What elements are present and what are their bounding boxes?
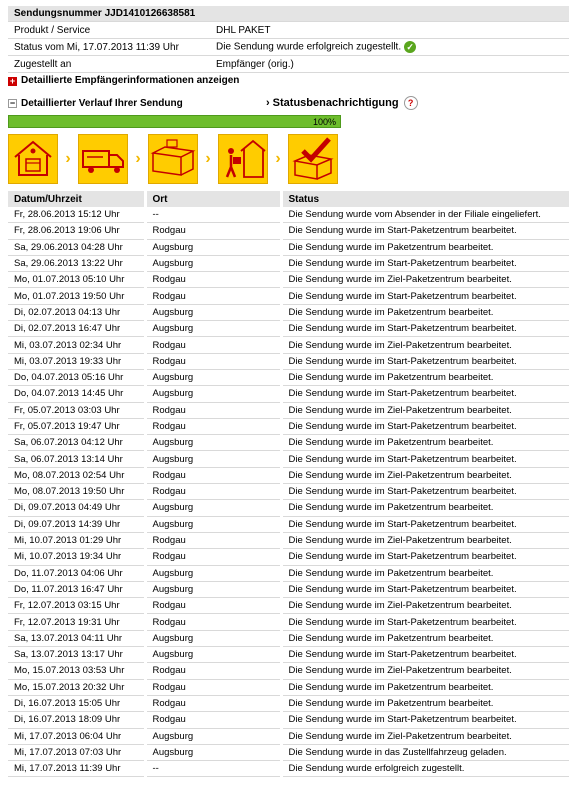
row-status: Die Sendung wurde im Start-Paketzentrum bearbeitet.: [281, 647, 569, 663]
row-place: Augsburg: [145, 744, 281, 760]
row-status: Die Sendung wurde erfolgreich zugestellt.: [281, 761, 569, 777]
row-place: Rodgau: [145, 353, 281, 369]
table-row: [8, 532, 569, 548]
table-row: [8, 207, 569, 223]
row-place: Augsburg: [145, 255, 281, 271]
row-place: Augsburg: [145, 728, 281, 744]
row-date: Fr, 28.06.2013 15:12 Uhr: [8, 207, 145, 223]
table-row: [8, 255, 569, 271]
row-place: Augsburg: [145, 630, 281, 646]
table-row: [8, 565, 569, 581]
row-date: Di, 09.07.2013 14:39 Uhr: [8, 516, 145, 532]
table-row: [8, 369, 569, 385]
chevron-right-icon: ›: [275, 150, 281, 167]
row-place: Augsburg: [145, 304, 281, 320]
table-row: [8, 418, 569, 434]
row-date: Sa, 06.07.2013 13:14 Uhr: [8, 451, 145, 467]
status-value: Die Sendung wurde erfolgreich zugestellt.: [216, 41, 402, 53]
row-place: Augsburg: [145, 435, 281, 451]
row-place: Rodgau: [145, 549, 281, 565]
row-place: Rodgau: [145, 467, 281, 483]
chevron-right-icon: ›: [135, 150, 141, 167]
row-place: Rodgau: [145, 402, 281, 418]
row-date: Fr, 05.07.2013 19:47 Uhr: [8, 418, 145, 434]
row-status: Die Sendung wurde im Paketzentrum bearbeitet.: [281, 500, 569, 516]
house-parcel-icon: [8, 134, 58, 184]
row-status: Die Sendung wurde im Paketzentrum bearbeitet.: [281, 435, 569, 451]
table-row: [8, 484, 569, 500]
row-status: Die Sendung wurde im Ziel-Paketzentrum bearbeitet.: [281, 272, 569, 288]
row-status: Die Sendung wurde im Ziel-Paketzentrum bearbeitet.: [281, 337, 569, 353]
row-status: Die Sendung wurde im Start-Paketzentrum bearbeitet.: [281, 484, 569, 500]
row-date: Di, 16.07.2013 18:09 Uhr: [8, 712, 145, 728]
row-date: Mo, 08.07.2013 19:50 Uhr: [8, 484, 145, 500]
row-date: Do, 04.07.2013 05:16 Uhr: [8, 369, 145, 385]
row-date: Sa, 13.07.2013 04:11 Uhr: [8, 630, 145, 646]
row-status: Die Sendung wurde im Paketzentrum bearbeitet.: [281, 679, 569, 695]
row-status: Die Sendung wurde im Paketzentrum bearbeitet.: [281, 630, 569, 646]
row-status: Die Sendung wurde im Start-Paketzentrum bearbeitet.: [281, 549, 569, 565]
table-row: [8, 467, 569, 483]
table-row: [8, 663, 569, 679]
row-date: Do, 11.07.2013 16:47 Uhr: [8, 581, 145, 597]
collapse-icon: −: [9, 97, 16, 108]
row-date: Mo, 01.07.2013 19:50 Uhr: [8, 288, 145, 304]
row-place: Rodgau: [145, 418, 281, 434]
table-row: [8, 386, 569, 402]
table-row: [8, 321, 569, 337]
row-place: Rodgau: [145, 484, 281, 500]
row-place: Augsburg: [145, 647, 281, 663]
table-row: [8, 223, 569, 239]
row-place: Augsburg: [145, 451, 281, 467]
row-status: Die Sendung wurde im Paketzentrum bearbeitet.: [281, 369, 569, 385]
row-date: Mo, 08.07.2013 02:54 Uhr: [8, 467, 145, 483]
row-status: Die Sendung wurde im Paketzentrum bearbeitet.: [281, 304, 569, 320]
history-header-row: [8, 191, 569, 207]
row-place: Rodgau: [145, 695, 281, 711]
recipient-info-toggle-label: Detaillierte Empfängerinformationen anzeigen: [21, 75, 240, 86]
row-place: Augsburg: [145, 369, 281, 385]
row-date: Mo, 15.07.2013 03:53 Uhr: [8, 663, 145, 679]
row-status: Die Sendung wurde im Start-Paketzentrum bearbeitet.: [281, 712, 569, 728]
table-row: [8, 435, 569, 451]
row-place: Rodgau: [145, 223, 281, 239]
progress-label: 100%: [312, 117, 336, 127]
row-status: Die Sendung wurde im Ziel-Paketzentrum bearbeitet.: [281, 598, 569, 614]
row-place: Rodgau: [145, 679, 281, 695]
row-place: Augsburg: [145, 500, 281, 516]
status-label: Status vom Mi, 17.07.2013 11:39 Uhr: [8, 39, 210, 56]
tracking-number: Sendungsnummer JJD1410126638581: [8, 6, 569, 22]
delivered-check-icon: [288, 134, 338, 184]
row-date: Di, 09.07.2013 04:49 Uhr: [8, 500, 145, 516]
row-status: Die Sendung wurde in das Zustellfahrzeug geladen.: [281, 744, 569, 760]
tracking-panel: [8, 6, 569, 777]
table-row: [8, 614, 569, 630]
row-status: Die Sendung wurde im Start-Paketzentrum bearbeitet.: [281, 288, 569, 304]
row-place: Rodgau: [145, 288, 281, 304]
row-date: Mi, 10.07.2013 01:29 Uhr: [8, 532, 145, 548]
status-cell: [210, 39, 569, 56]
chevron-right-icon: ›: [205, 150, 211, 167]
row-place: Augsburg: [145, 386, 281, 402]
table-row: [8, 516, 569, 532]
table-row: [8, 272, 569, 288]
table-row: [8, 744, 569, 760]
table-row: [8, 239, 569, 255]
row-place: --: [145, 207, 281, 223]
table-row: [8, 581, 569, 597]
row-status: Die Sendung wurde im Ziel-Paketzentrum bearbeitet.: [281, 532, 569, 548]
table-row: [8, 337, 569, 353]
table-row: [8, 728, 569, 744]
check-icon: ✓: [404, 41, 416, 53]
row-place: Rodgau: [145, 712, 281, 728]
column-header-date: Datum/Uhrzeit: [8, 191, 145, 207]
row-place: Rodgau: [145, 532, 281, 548]
table-row: [8, 451, 569, 467]
row-date: Mi, 03.07.2013 19:33 Uhr: [8, 353, 145, 369]
row-date: Mi, 03.07.2013 02:34 Uhr: [8, 337, 145, 353]
delivery-progress-bar: [8, 115, 341, 128]
row-place: --: [145, 761, 281, 777]
row-status: Die Sendung wurde im Start-Paketzentrum bearbeitet.: [281, 255, 569, 271]
row-status: Die Sendung wurde im Start-Paketzentrum bearbeitet.: [281, 581, 569, 597]
row-date: Do, 04.07.2013 14:45 Uhr: [8, 386, 145, 402]
row-date: Mo, 15.07.2013 20:32 Uhr: [8, 679, 145, 695]
table-row: [8, 712, 569, 728]
row-status: Die Sendung wurde im Start-Paketzentrum bearbeitet.: [281, 353, 569, 369]
row-status: Die Sendung wurde im Ziel-Paketzentrum bearbeitet.: [281, 402, 569, 418]
row-status: Die Sendung wurde vom Absender in der Filiale eingeliefert.: [281, 207, 569, 223]
recipient-info-toggle[interactable]: [8, 74, 569, 88]
row-place: Rodgau: [145, 272, 281, 288]
status-notification-label: Statusbenachrichtigung: [272, 97, 399, 109]
row-date: Mi, 17.07.2013 11:39 Uhr: [8, 761, 145, 777]
delivered-to-label: Zugestellt an: [8, 56, 210, 73]
row-date: Sa, 13.07.2013 13:17 Uhr: [8, 647, 145, 663]
chevron-right-icon: ›: [65, 150, 71, 167]
table-row: [8, 353, 569, 369]
shipment-info-table: [8, 6, 569, 73]
table-row: [8, 288, 569, 304]
table-row: [8, 304, 569, 320]
product-value: DHL PAKET: [210, 22, 569, 39]
row-date: Fr, 05.07.2013 03:03 Uhr: [8, 402, 145, 418]
row-status: Die Sendung wurde im Start-Paketzentrum bearbeitet.: [281, 223, 569, 239]
column-header-place: Ort: [145, 191, 281, 207]
courier-delivery-icon: [218, 134, 268, 184]
table-row: [8, 695, 569, 711]
row-status: Die Sendung wurde im Paketzentrum bearbeitet.: [281, 239, 569, 255]
table-row: [8, 630, 569, 646]
row-date: Mo, 01.07.2013 05:10 Uhr: [8, 272, 145, 288]
row-date: Di, 02.07.2013 04:13 Uhr: [8, 304, 145, 320]
row-place: Augsburg: [145, 581, 281, 597]
help-icon[interactable]: ?: [404, 96, 418, 110]
table-row: [8, 402, 569, 418]
row-place: Rodgau: [145, 614, 281, 630]
row-date: Fr, 12.07.2013 19:31 Uhr: [8, 614, 145, 630]
row-status: Die Sendung wurde im Ziel-Paketzentrum bearbeitet.: [281, 467, 569, 483]
row-place: Augsburg: [145, 516, 281, 532]
tracking-history-table: [8, 191, 569, 777]
parcel-center-icon: [148, 134, 198, 184]
table-row: [8, 761, 569, 777]
row-status: Die Sendung wurde im Ziel-Paketzentrum bearbeitet.: [281, 728, 569, 744]
history-toggle[interactable]: [8, 98, 266, 109]
row-place: Augsburg: [145, 239, 281, 255]
row-status: Die Sendung wurde im Start-Paketzentrum bearbeitet.: [281, 321, 569, 337]
row-date: Di, 02.07.2013 16:47 Uhr: [8, 321, 145, 337]
row-date: Mi, 10.07.2013 19:34 Uhr: [8, 549, 145, 565]
table-row: [8, 549, 569, 565]
delivery-steps: [8, 133, 569, 185]
row-date: Sa, 29.06.2013 04:28 Uhr: [8, 239, 145, 255]
history-toggle-label: Detaillierter Verlauf Ihrer Sendung: [21, 97, 183, 109]
row-place: Rodgau: [145, 598, 281, 614]
row-status: Die Sendung wurde im Start-Paketzentrum bearbeitet.: [281, 386, 569, 402]
row-date: Sa, 29.06.2013 13:22 Uhr: [8, 255, 145, 271]
row-status: Die Sendung wurde im Start-Paketzentrum bearbeitet.: [281, 451, 569, 467]
column-header-status: Status: [281, 191, 569, 207]
tracking-history-header: [8, 94, 569, 112]
status-notification-link[interactable]: [266, 96, 418, 110]
history-rows: [8, 207, 569, 777]
row-date: Di, 16.07.2013 15:05 Uhr: [8, 695, 145, 711]
row-date: Mi, 17.07.2013 06:04 Uhr: [8, 728, 145, 744]
row-date: Fr, 28.06.2013 19:06 Uhr: [8, 223, 145, 239]
row-date: Fr, 12.07.2013 03:15 Uhr: [8, 598, 145, 614]
product-label: Produkt / Service: [8, 22, 210, 39]
row-status: Die Sendung wurde im Paketzentrum bearbeitet.: [281, 565, 569, 581]
row-status: Die Sendung wurde im Start-Paketzentrum bearbeitet.: [281, 614, 569, 630]
row-status: Die Sendung wurde im Ziel-Paketzentrum bearbeitet.: [281, 663, 569, 679]
table-row: [8, 598, 569, 614]
row-date: Sa, 06.07.2013 04:12 Uhr: [8, 435, 145, 451]
row-date: Mi, 17.07.2013 07:03 Uhr: [8, 744, 145, 760]
expand-icon: +: [9, 75, 16, 86]
row-place: Rodgau: [145, 663, 281, 679]
delivered-to-value: Empfänger (orig.): [210, 56, 569, 73]
table-row: [8, 647, 569, 663]
row-date: Do, 11.07.2013 04:06 Uhr: [8, 565, 145, 581]
table-row: [8, 679, 569, 695]
delivery-truck-icon: [78, 134, 128, 184]
row-status: Die Sendung wurde im Start-Paketzentrum bearbeitet.: [281, 418, 569, 434]
row-place: Augsburg: [145, 321, 281, 337]
row-status: Die Sendung wurde im Start-Paketzentrum bearbeitet.: [281, 516, 569, 532]
table-row: [8, 500, 569, 516]
row-place: Rodgau: [145, 337, 281, 353]
row-place: Augsburg: [145, 565, 281, 581]
chevron-right-icon: ›: [266, 97, 270, 109]
row-status: Die Sendung wurde im Paketzentrum bearbeitet.: [281, 695, 569, 711]
